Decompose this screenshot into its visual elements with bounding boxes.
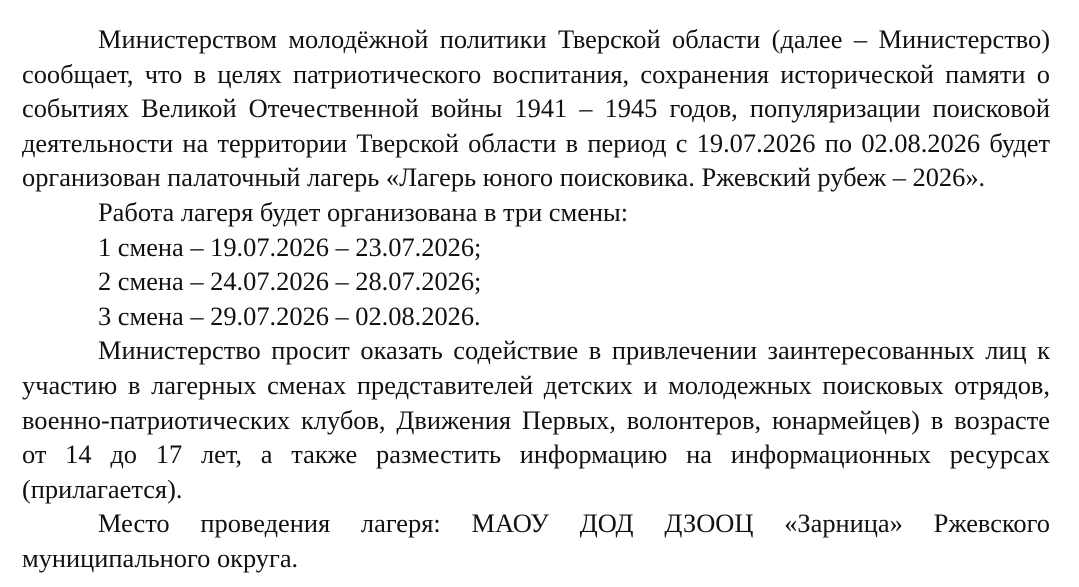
shifts-intro: Работа лагеря будет организована в три смены: — [98, 196, 629, 227]
shift-2: 2 смена – 24.07.2026 – 28.07.2026; — [98, 266, 482, 297]
request-paragraph: Министерство просит оказать содействие в привлечении заинтересованных лиц к участию в лагерных сменах представителей детских и молодежных поисковых отрядов, военно-патриотических клубов, Движения Первых, волонтеров, юнармейцев) в возрасте от 14 до 17 лет, а также разместить информацию на информационных ресурсах (прилагается). — [22, 335, 1050, 504]
shift-3: 3 смена – 29.07.2026 – 02.08.2026. — [98, 300, 481, 331]
intro-paragraph: Министерством молодёжной политики Тверской области (далее – Министерство) сообщает, что в целях патриотического воспитания, сохранения исторической памяти о событиях Великой Отечественной войны 1941 – 1945 годов, популяризации поисковой деятельности на территории Тверской области в период с 19.07.2026 по 02.08.2026 будет организован палаточный лагерь «Лагерь юного поисковика. Ржевский рубеж – 2026». — [22, 24, 1050, 193]
letter-body — [22, 22, 1050, 576]
location-paragraph: Место проведения лагеря: МАОУ ДОД ДЗООЦ «Зарница» Ржевского муниципального округа. — [22, 508, 1050, 573]
shift-1: 1 смена – 19.07.2026 – 23.07.2026; — [98, 231, 482, 262]
